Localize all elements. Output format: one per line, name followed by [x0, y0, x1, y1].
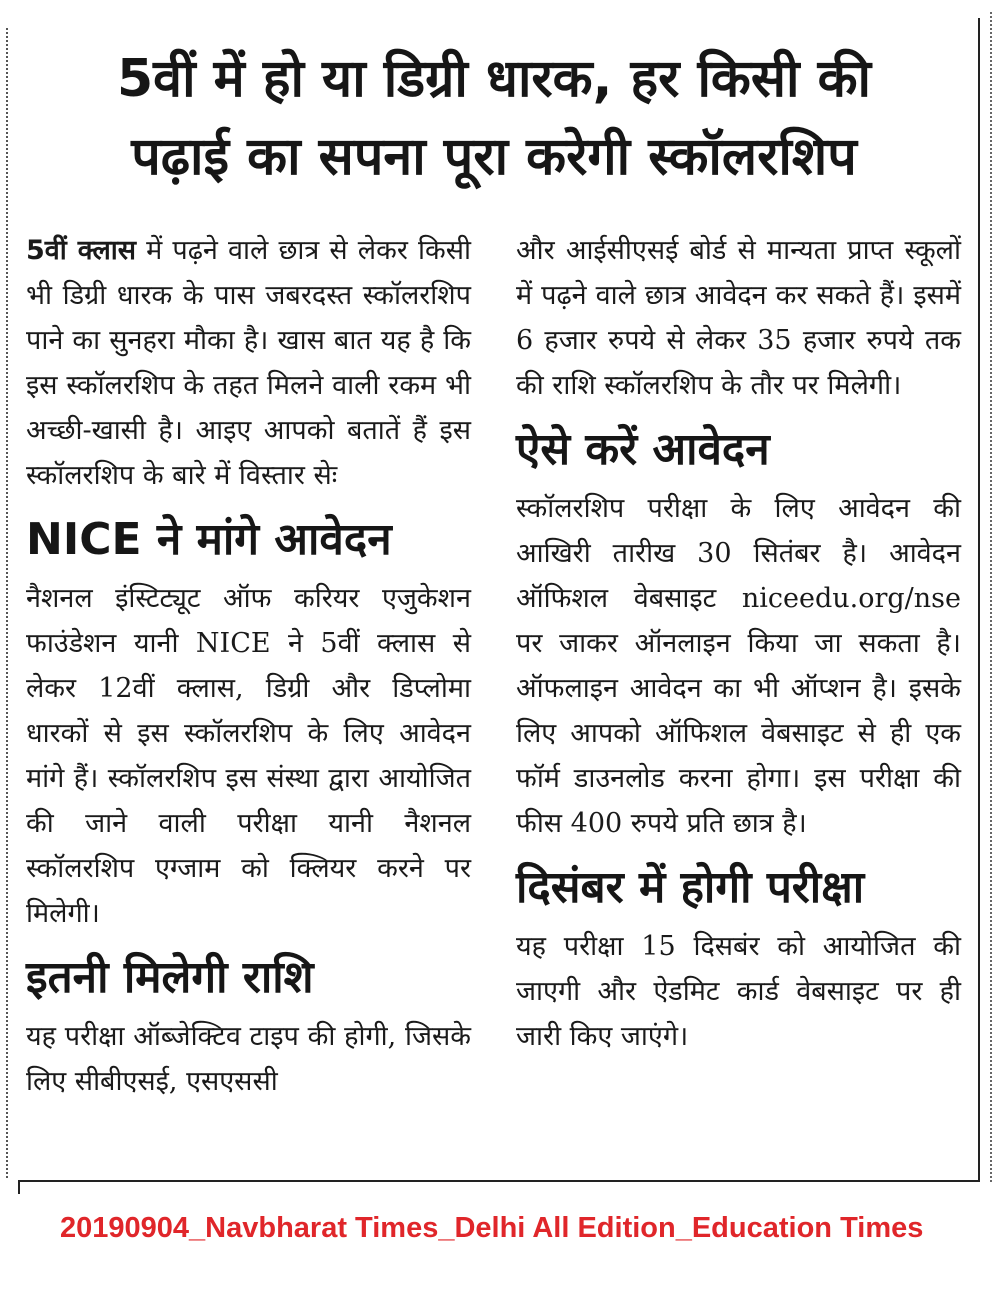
continued-paragraph: और आईसीएसई बोर्ड से मान्यता प्राप्त स्कूलों में पढ़ने वाले छात्र आवेदन कर सकते हैं। इसमें 6 हजार रुपये से लेकर 35 हजार रुपये तक की राशि स्कॉलरशिप के तौर पर मिलेगी। [516, 235, 961, 401]
right-cut-border [990, 12, 992, 1182]
section-text-apply: स्कॉलरशिप परीक्षा के लिए आवेदन की आखिरी तारीख 30 सितंबर है। आवेदन ऑफिशल वेबसाइट niceedu.org/nse पर जाकर ऑनलाइन किया जा सकता है। ऑफलाइन आवेदन का भी ऑप्शन है। इसके लिए आपको ऑफिशल वेबसाइट से ही एक फॉर्म डाउनलोड करना होगा। इस परीक्षा की फीस 400 रुपये प्रति छात्र है। [516, 493, 961, 839]
section-text-exam: यह परीक्षा 15 दिसबंर को आयोजित की जाएगी और ऐडमिट कार्ड वेबसाइट पर ही जारी किए जाएंगे। [516, 931, 961, 1052]
section-text-amount: यह परीक्षा ऑब्जेक्टिव टाइप की होगी, जिसके लिए सीबीएसई, एसएससी [26, 1021, 471, 1097]
section-heading-apply: ऐसे करें आवेदन [516, 424, 770, 475]
article-frame-right [978, 18, 980, 1180]
section-heading-exam: दिसंबर में होगी परीक्षा [516, 862, 865, 913]
left-column [26, 228, 471, 1104]
intro-paragraph [26, 228, 471, 498]
article-frame-corner [18, 1180, 20, 1194]
headline-line-2: पढ़ाई का सपना पूरा करेगी स्कॉलरशिप [131, 127, 857, 187]
intro-text: में पढ़ने वाले छात्र से लेकर किसी भी डिग्री धारक के पास जबरदस्त स्कॉलरशिप पाने का सुनहरा मौका है। खास बात यह है कि इस स्कॉलरशिप के तहत मिलने वाली रकम भी अच्छी-खासी है। आइए आपको बतातें हैं इस स्कॉलरशिप के बारे में विस्तार सेः [26, 235, 471, 491]
headline-line-1: 5वीं में हो या डिग्री धारक, हर किसी की [117, 49, 871, 109]
right-column [516, 228, 961, 1059]
intro-lead: 5वीं क्लास [26, 235, 136, 266]
article-frame-bottom [18, 1180, 980, 1182]
article-headline [24, 40, 964, 196]
section-text-nice: नैशनल इंस्टिट्यूट ऑफ करियर एजुकेशन फाउंडेशन यानी NICE ने 5वीं क्लास से लेकर 12वीं क्लास, डिग्री और डिप्लोमा धारकों से इस स्कॉलरशिप के लिए आवेदन मांगे हैं। स्कॉलरशिप इस संस्था द्वारा आयोजित की जाने वाली परीक्षा यानी नैशनल स्कॉलरशिप एग्जाम को क्लियर करने पर मिलेगी। [26, 583, 471, 929]
section-heading-nice: NICE ने मांगे आवेदन [26, 514, 392, 565]
left-cut-border [6, 28, 8, 1178]
source-caption: 20190904_Navbharat Times_Delhi All Edition_Education Times [60, 1212, 924, 1244]
section-heading-amount: इतनी मिलेगी राशि [26, 952, 314, 1003]
